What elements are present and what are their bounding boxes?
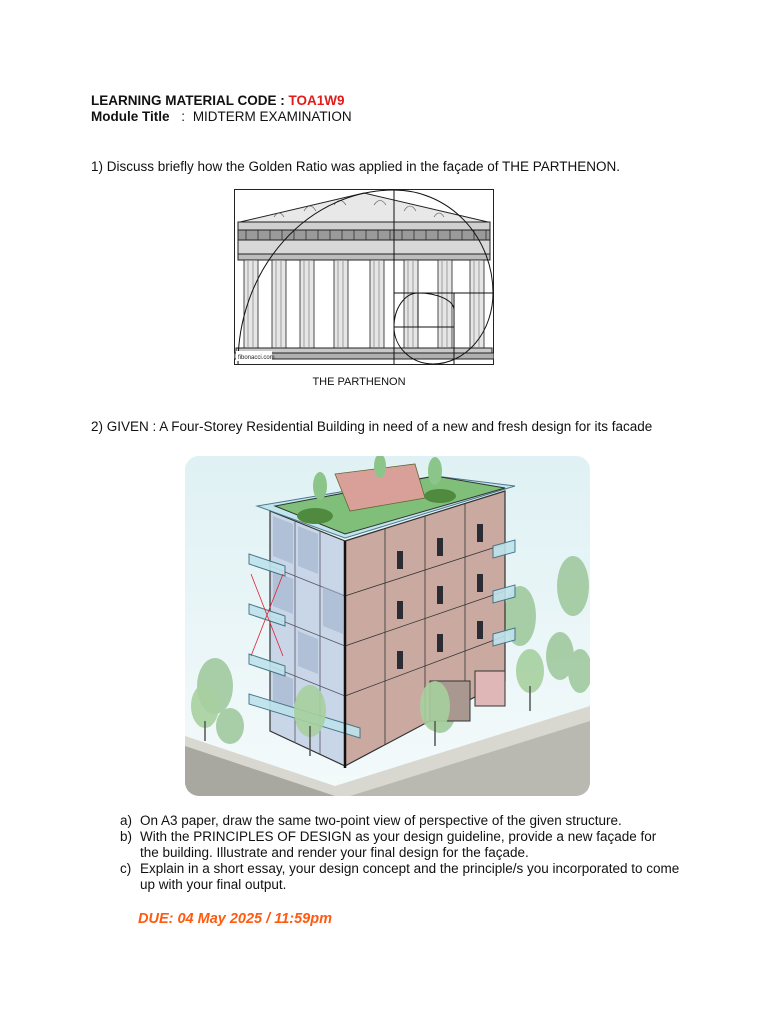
material-code-label: LEARNING MATERIAL CODE :: [91, 93, 285, 108]
question-2: 2) GIVEN : A Four-Storey Residential Building in need of a new and fresh design for its facade: [91, 419, 653, 434]
parthenon-figure: [234, 189, 494, 365]
figure-credit: fibonacci.com: [238, 355, 275, 361]
module-title-label: Module Title: [91, 109, 170, 124]
task-marker: c): [120, 861, 132, 876]
task-list: [120, 813, 720, 893]
material-code-line: [91, 93, 345, 109]
module-title-line: [91, 109, 352, 125]
task-text: Explain in a short essay, your design concept and the principle/s you incorporated to come: [140, 861, 680, 876]
task-text: up with your final output.: [140, 877, 287, 892]
material-code-value: TOA1W9: [288, 93, 345, 108]
task-item-a: [120, 813, 720, 829]
task-item-c: [120, 861, 720, 893]
building-illustration: [185, 456, 590, 796]
figure-caption: THE PARTHENON: [312, 376, 406, 388]
parthenon-illustration: [234, 189, 494, 365]
due-date: DUE: 04 May 2025 / 11:59pm: [138, 911, 332, 927]
question-1: 1) Discuss briefly how the Golden Ratio was applied in the façade of THE PARTHENON.: [91, 159, 620, 174]
module-title-separator: :: [181, 109, 186, 124]
building-figure: [185, 456, 590, 796]
task-text: With the PRINCIPLES OF DESIGN as your design guideline, provide a new façade for: [140, 829, 657, 844]
module-title-value: MIDTERM EXAMINATION: [192, 109, 352, 124]
task-text: On A3 paper, draw the same two-point view of perspective of the given structure.: [140, 813, 622, 828]
task-item-b: [120, 829, 720, 861]
task-marker: b): [120, 829, 133, 844]
task-marker: a): [120, 813, 133, 828]
task-text: the building. Illustrate and render your final design for the façade.: [140, 845, 529, 860]
